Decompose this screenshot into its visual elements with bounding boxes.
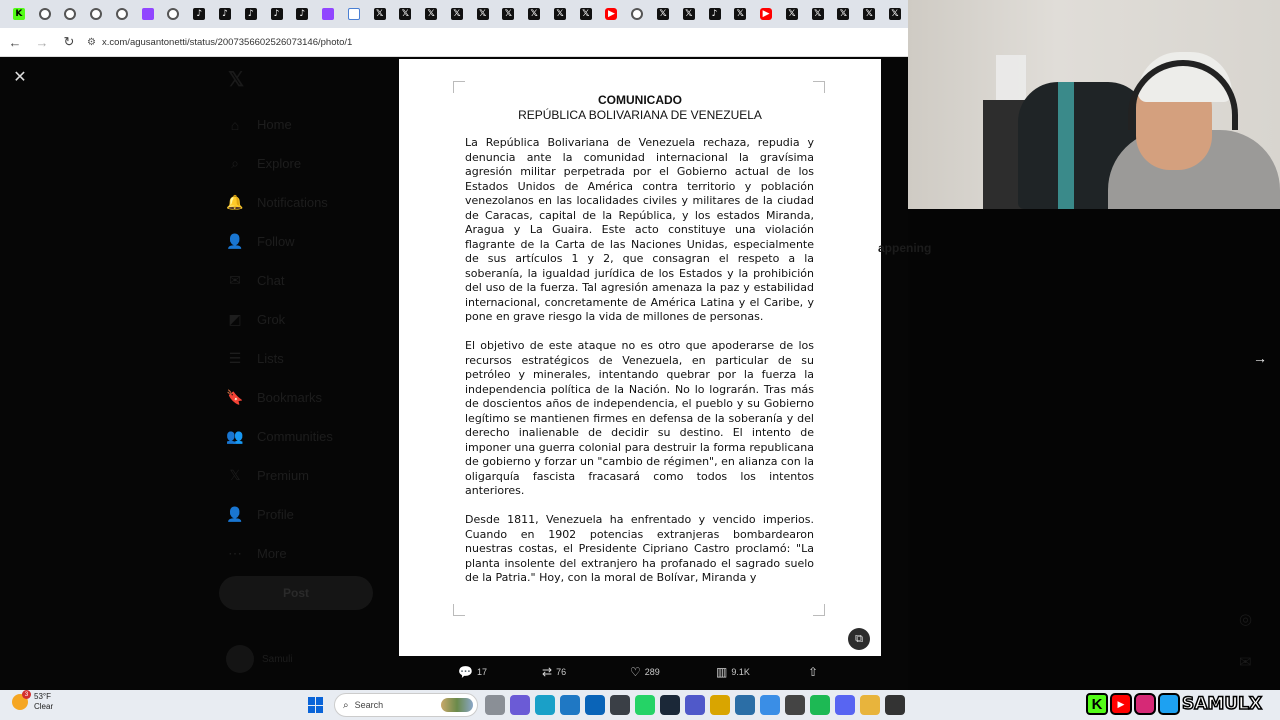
display-icon[interactable] — [735, 695, 755, 715]
sidebar-item-grok[interactable] — [225, 300, 333, 339]
browser-tab[interactable] — [496, 3, 522, 25]
communique-image — [399, 59, 881, 656]
communities-icon: 👥 — [226, 428, 244, 444]
reply-icon: 💬 — [458, 665, 473, 679]
repost-button[interactable] — [542, 665, 630, 679]
obs-icon[interactable] — [785, 695, 805, 715]
view-count: 9.1K — [731, 667, 750, 677]
youtube-icon: ▶ — [760, 8, 772, 20]
sidebar-item-label: Home — [257, 117, 292, 132]
sidebar-item-explore[interactable] — [225, 144, 333, 183]
browser-tab[interactable] — [573, 3, 599, 25]
more-icon: ⋯ — [228, 545, 242, 561]
chrome-icon — [631, 8, 643, 20]
document-subtitle: REPÚBLICA BOLIVARIANA DE VENEZUELA — [518, 108, 762, 122]
chrome-icon — [90, 8, 102, 20]
views-icon: ▥ — [716, 665, 728, 679]
browser-tab[interactable] — [161, 3, 187, 25]
chrome-icon — [116, 8, 128, 20]
address-bar — [0, 28, 908, 57]
browser-tab[interactable] — [341, 3, 367, 25]
chrome-icon[interactable] — [710, 695, 730, 715]
sidebar-item-label: More — [257, 546, 287, 561]
chrome-icon — [167, 8, 179, 20]
site-info-icon[interactable]: ⚙ — [87, 36, 96, 48]
views-button[interactable] — [716, 665, 808, 679]
chrome-icon — [64, 8, 76, 20]
x-icon: 𝕏 — [477, 8, 489, 20]
url-text: x.com/agusantonetti/status/2007356602526073146/photo/1 — [101, 36, 353, 48]
webcam-overlay — [908, 0, 1280, 209]
sidebar-item-premium[interactable] — [225, 456, 333, 495]
media-icon[interactable] — [885, 695, 905, 715]
x-icon: 𝕏 — [502, 8, 514, 20]
document-paragraph: La República Bolivariana de Venezuela rechaza, repudia y denuncia ante la comunidad internacional la gravísima agresión militar perpetrada por el Gobierno actual de los Estados Unidos de América contra territorio y población venezolanos en las localidades civiles y militares de la ciudad de Caracas, capital de la República, y los estados Miranda, Aragua y La Guaira. Este acto constituye una violación flagrante de la Carta de las Naciones Unidas, especialmente de sus artículos 1 y 2, que consagran el respeto a la soberanía, la igualdad jurídica de los Estados y la prohibición del uso de la fuerza. Tal agresión amenaza la paz y estabilidad internacional, concretamente de América Latina y el Caribe, y pone en grave riesgo la vida de millones de personas. — [465, 136, 814, 323]
x-icon: 𝕏 — [786, 8, 798, 20]
x-icon: 𝕏 — [683, 8, 695, 20]
browser-tab[interactable] — [289, 3, 315, 25]
whats-happening-heading: appening — [878, 241, 932, 255]
x-icon: 𝕏 — [812, 8, 824, 20]
grok-icon: ◩ — [228, 311, 242, 327]
browser-tab[interactable] — [32, 3, 58, 25]
teams-icon[interactable] — [685, 695, 705, 715]
x-icon: 𝕏 — [734, 8, 746, 20]
x-icon: 𝕏 — [451, 8, 463, 20]
browser-tab[interactable] — [83, 3, 109, 25]
sidebar-item-home[interactable] — [225, 105, 333, 144]
twitch-icon — [142, 8, 154, 20]
tiktok-icon: ♪ — [709, 8, 721, 20]
sidebar-item-label: Chat — [257, 273, 285, 288]
sidebar-item-profile[interactable] — [225, 495, 333, 534]
messages-float-icon[interactable]: ✉ — [1239, 654, 1252, 671]
browser-tab[interactable] — [315, 3, 341, 25]
x-icon: 𝕏 — [399, 8, 411, 20]
browser-tab[interactable] — [727, 3, 753, 25]
tab-strip — [0, 0, 908, 28]
x-icon: 𝕏 — [889, 8, 901, 20]
sidebar-item-label: Follow — [257, 234, 295, 249]
twitter-logo-icon — [1158, 693, 1180, 715]
tool-icon — [348, 8, 360, 20]
browser-tab[interactable] — [367, 3, 393, 25]
bookmark-icon: 🔖 — [226, 389, 244, 405]
x-icon: 𝕏 — [425, 8, 437, 20]
profile-icon: 👤 — [226, 506, 244, 522]
follow-icon: 👤 — [226, 233, 244, 249]
steam-icon[interactable] — [660, 695, 680, 715]
avatar — [226, 645, 254, 673]
browser-tab[interactable] — [264, 3, 290, 25]
account-name: Samuli — [262, 653, 293, 665]
x-icon: 𝕏 — [528, 8, 540, 20]
instagram-logo-icon — [1134, 693, 1156, 715]
post-button[interactable]: Post — [219, 576, 373, 610]
browser-tab[interactable] — [805, 3, 831, 25]
sidebar-item-communities[interactable] — [225, 417, 333, 456]
copilot-icon[interactable] — [510, 695, 530, 715]
browser-tab[interactable] — [856, 3, 882, 25]
post-actions — [458, 664, 822, 680]
browser-tab[interactable] — [212, 3, 238, 25]
crop-mark — [813, 81, 825, 93]
kick-logo-icon: K — [1086, 693, 1108, 715]
weather-sun-icon — [12, 691, 29, 710]
document-title: COMUNICADO — [598, 93, 682, 107]
browser-tab[interactable] — [135, 3, 161, 25]
premium-icon: 𝕏 — [229, 467, 241, 483]
search-icon: ⌕ — [343, 699, 349, 711]
back-icon[interactable]: ← — [8, 34, 22, 50]
whatsapp-icon[interactable] — [635, 695, 655, 715]
brand-name: SAMULX — [1182, 694, 1263, 714]
browser-tab[interactable] — [238, 3, 264, 25]
weather-temperature: 53°F — [34, 692, 51, 701]
sidebar-item-label: Communities — [257, 429, 333, 444]
browser-tab[interactable] — [882, 3, 908, 25]
youtube-logo-icon: ▶ — [1110, 693, 1132, 715]
chat-icon: ✉ — [229, 272, 241, 288]
browser-tab[interactable] — [702, 3, 728, 25]
page-overlay — [0, 57, 908, 690]
browser-tab[interactable] — [109, 3, 135, 25]
tiktok-icon: ♪ — [245, 8, 257, 20]
x-icon: 𝕏 — [580, 8, 592, 20]
account-switcher[interactable] — [226, 645, 293, 673]
like-count: 289 — [644, 667, 660, 677]
document-paragraph: Desde 1811, Venezuela ha enfrentado y vencido imperios. Cuando en 1902 potencias extranjeras bombardearon nuestras costas, el Presidente Cipriano Castro proclamó: "La planta insolente del extranjero ha profanado el sagrado suelo de la Patria." Hoy, con la moral de Bolívar, Miranda y — [465, 513, 814, 584]
bell-icon: 🔔 — [226, 194, 244, 210]
windows-start-icon[interactable] — [308, 697, 324, 713]
tiktok-icon: ♪ — [193, 8, 205, 20]
spotify-icon[interactable] — [810, 695, 830, 715]
x-icon: 𝕏 — [554, 8, 566, 20]
reply-button[interactable] — [458, 665, 534, 679]
folder-icon[interactable] — [860, 695, 880, 715]
tiktok-icon: ♪ — [219, 8, 231, 20]
sidebar-item-bookmarks[interactable] — [225, 378, 333, 417]
document-paragraph: El objetivo de este ataque no es otro que apoderarse de los recursos estratégicos de Venezuela, en particular de su petróleo y minerales, intentando quebrar por la fuerza la independencia política de la Nación. No lo lograrán. Tras más de doscientos años de independencia, el pueblo y su Gobierno legítimo se mantienen firmes en defensa de la soberanía y del derecho inalienable de decidir su destino. El intento de imponer una guerra colonial para destruir la forma republicana de gobierno y forzar un "cambio de régimen", en alianza con la oligarquía fascista fracasará como todos los intentos anteriores. — [465, 339, 814, 497]
x-icon: 𝕏 — [374, 8, 386, 20]
tiktok-icon: ♪ — [296, 8, 308, 20]
sidebar-item-label: Bookmarks — [257, 390, 323, 405]
taskbar-apps — [485, 695, 905, 715]
crop-mark — [813, 604, 825, 616]
crop-mark — [453, 81, 465, 93]
browser-tab[interactable] — [779, 3, 805, 25]
kick-icon: K — [13, 8, 25, 20]
url-field[interactable] — [87, 31, 352, 53]
browser-tab[interactable] — [392, 3, 418, 25]
search-highlight-art — [441, 698, 473, 712]
tiktok-icon: ♪ — [271, 8, 283, 20]
browser-tab[interactable] — [6, 3, 32, 25]
outlook-icon[interactable] — [585, 695, 605, 715]
browser-tab[interactable] — [58, 3, 84, 25]
sidebar-item-more[interactable] — [225, 534, 333, 573]
sidebar-nav — [225, 105, 333, 573]
browser-tab[interactable] — [831, 3, 857, 25]
store-icon[interactable] — [610, 695, 630, 715]
crop-mark — [453, 604, 465, 616]
next-image-arrow-icon[interactable]: → — [1253, 350, 1267, 366]
image-tools-icon[interactable]: ⧉ — [848, 628, 870, 650]
sidebar-item-label: Profile — [257, 507, 294, 522]
reply-count: 17 — [476, 667, 487, 677]
browser-tab[interactable] — [624, 3, 650, 25]
chair-stripe — [1058, 82, 1074, 209]
sidebar-item-label: Notifications — [257, 195, 328, 210]
browser-tab[interactable] — [753, 3, 779, 25]
sidebar-item-lists[interactable] — [225, 339, 333, 378]
search-placeholder: Search — [354, 700, 384, 710]
x-icon: 𝕏 — [837, 8, 849, 20]
heart-icon: ♡ — [630, 665, 641, 679]
repost-icon: ⇄ — [542, 665, 553, 679]
discord-icon[interactable] — [835, 695, 855, 715]
youtube-icon: ▶ — [605, 8, 617, 20]
sidebar-item-label: Explore — [257, 156, 302, 171]
sidebar-item-label: Premium — [257, 468, 310, 483]
chrome-icon — [39, 8, 51, 20]
share-button[interactable] — [808, 665, 822, 679]
sidebar-item-label: Grok — [257, 312, 286, 327]
browser-tab[interactable] — [650, 3, 676, 25]
browser-tab[interactable] — [521, 3, 547, 25]
task-view-icon[interactable] — [485, 695, 505, 715]
weather-condition: Clear — [34, 702, 54, 711]
browser-tab[interactable] — [547, 3, 573, 25]
repost-count: 76 — [556, 667, 567, 677]
close-icon[interactable]: ✕ — [13, 69, 27, 86]
share-icon: ⇧ — [808, 665, 819, 679]
explore-icon: ⌕ — [231, 155, 239, 171]
taskbar-search[interactable] — [334, 693, 478, 717]
forward-icon[interactable]: → — [35, 34, 49, 50]
browser-tab[interactable] — [444, 3, 470, 25]
edge-icon[interactable] — [535, 695, 555, 715]
weather-badge: 3 — [22, 690, 31, 699]
reload-icon[interactable]: ↻ — [63, 34, 75, 49]
browser-tab[interactable] — [676, 3, 702, 25]
monitor-icon[interactable] — [560, 695, 580, 715]
browser-tab[interactable] — [418, 3, 444, 25]
twitch-icon — [322, 8, 334, 20]
sidebar-item-chat[interactable] — [225, 261, 333, 300]
x-icon: 𝕏 — [657, 8, 669, 20]
sidebar-item-notifications[interactable] — [225, 183, 333, 222]
stream-branding — [1086, 690, 1272, 718]
like-button[interactable] — [630, 665, 716, 679]
lists-icon: ☰ — [228, 350, 242, 366]
bluebird-icon[interactable] — [760, 695, 780, 715]
document-body — [465, 136, 814, 600]
sidebar-item-follow[interactable] — [225, 222, 333, 261]
home-icon: ⌂ — [230, 116, 240, 133]
browser-tab[interactable] — [186, 3, 212, 25]
x-icon: 𝕏 — [863, 8, 875, 20]
browser-tab[interactable] — [470, 3, 496, 25]
x-logo-icon[interactable]: 𝕏 — [228, 69, 245, 91]
sidebar-item-label: Lists — [257, 351, 284, 366]
weather-widget[interactable] — [12, 692, 53, 712]
grok-float-icon[interactable]: ◎ — [1239, 611, 1253, 628]
browser-tab[interactable] — [599, 3, 625, 25]
